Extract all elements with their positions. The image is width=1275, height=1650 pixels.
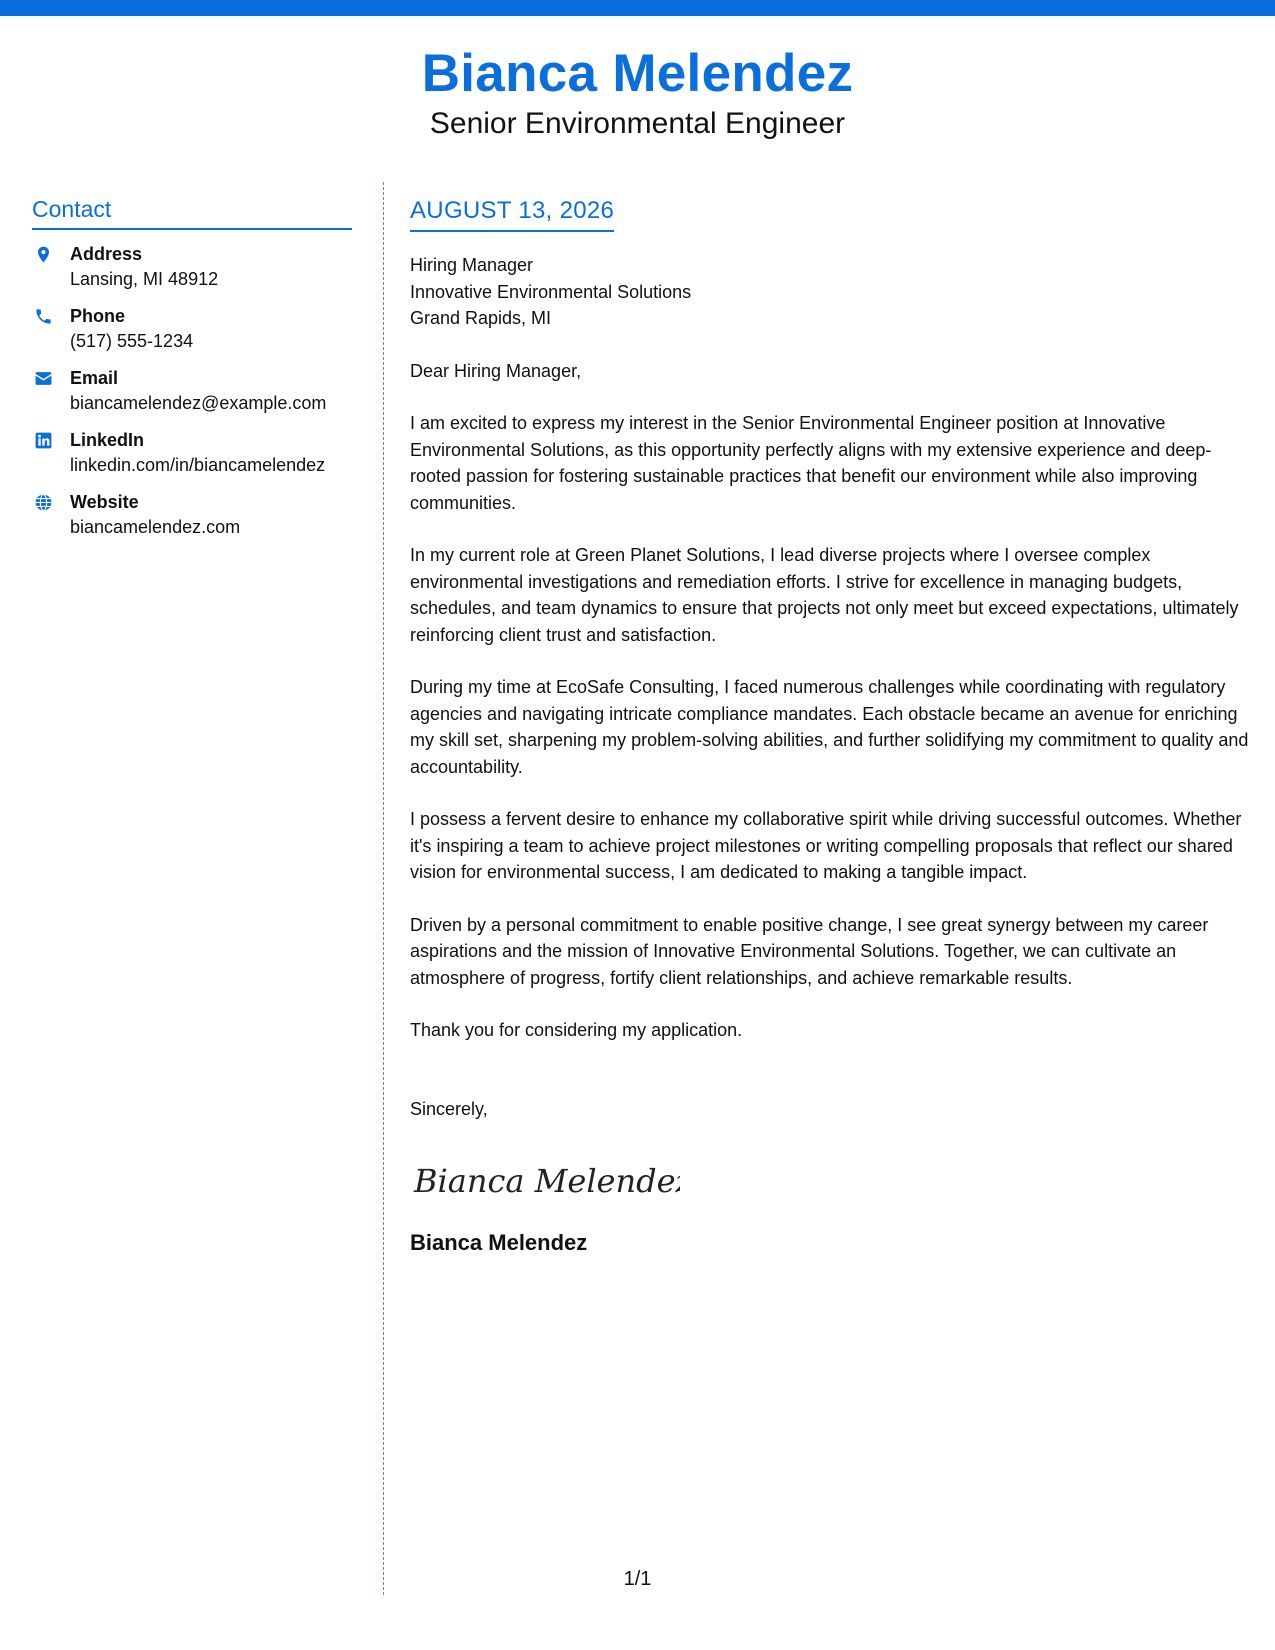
phone-icon: [32, 305, 54, 327]
column-divider: [383, 182, 384, 1595]
handwritten-signature: [410, 1156, 1250, 1206]
envelope-icon: [32, 367, 54, 389]
contact-heading: Contact: [32, 194, 352, 230]
contact-text: [70, 490, 240, 540]
letter-body: [410, 196, 1250, 1258]
contact-value: biancamelendez@example.com: [70, 393, 327, 413]
contact-label: Email: [70, 368, 119, 388]
contact-value: biancamelendez.com: [70, 517, 241, 537]
recipient-block: [410, 252, 1250, 332]
contact-sidebar: [32, 194, 352, 552]
body-paragraph: Driven by a personal commitment to enable positive change, I see great synergy between my career aspirations and the mission of Innovative Environmental Solutions. Together, we can cultivate an atmosphere of progress, fortify client relationships, and achieve remarkable results.: [410, 914, 1209, 988]
contact-value: Lansing, MI 48912: [70, 269, 219, 289]
recipient-line: Grand Rapids, MI: [410, 308, 552, 328]
recipient-line: Innovative Environmental Solutions: [410, 281, 692, 302]
contact-text: [70, 304, 193, 354]
letter-date: AUGUST 13, 2026: [410, 196, 614, 232]
contact-item-linkedin: [32, 428, 352, 478]
contact-label: Address: [70, 244, 143, 264]
closing: Sincerely,: [410, 1098, 488, 1119]
greeting: Dear Hiring Manager,: [410, 360, 582, 381]
body-paragraph: I am excited to express my interest in the Senior Environmental Engineer position at Innovative Environmental Solutions, as this opportunity perfectly aligns with my extensive experience and deep-rooted passion for fostering sustainable practices that benefit our environment while also improving communities.: [410, 413, 1212, 513]
linkedin-icon: [32, 429, 54, 451]
contact-item-address: [32, 242, 352, 292]
letter-header: [0, 42, 1275, 144]
signer-name: Bianca Melendez: [410, 1230, 588, 1255]
applicant-title: Senior Environmental Engineer: [429, 107, 846, 140]
body-paragraph: During my time at EcoSafe Consulting, I faced numerous challenges while coordinating with regulatory agencies and navigating intricate compliance mandates. Each obstacle became an avenue for enriching my skill set, sharpening my problem-solving abilities, and further solidifying my commitment to quality and accountability.: [410, 677, 1249, 777]
contact-item-phone: [32, 304, 352, 354]
page-number: 1/1: [623, 1568, 652, 1590]
recipient-line: Hiring Manager: [410, 255, 534, 275]
contact-value: linkedin.com/in/biancamelendez: [70, 455, 326, 475]
contact-text: [70, 366, 326, 416]
globe-icon: [32, 491, 54, 513]
contact-text: [70, 428, 325, 478]
contact-label: Phone: [70, 306, 126, 326]
applicant-name: Bianca Melendez: [421, 44, 854, 103]
contact-value: (517) 555-1234: [70, 331, 194, 351]
contact-list: [32, 242, 352, 540]
contact-text: [70, 242, 218, 292]
contact-item-email: [32, 366, 352, 416]
body-paragraph: I possess a fervent desire to enhance my collaborative spirit while driving successful outcomes. Whether it's inspiring a team to achieve project milestones or writing compelling proposals that reflect our shared vision for environmental success, I am dedicated to making a tangible impact.: [410, 809, 1242, 882]
contact-item-website: [32, 490, 352, 540]
body-paragraph: In my current role at Green Planet Solutions, I lead diverse projects where I oversee complex environmental investigations and remediation efforts. I strive for excellence in managing budgets, schedules, and team dynamics to ensure that projects not only meet but exceed expectations, ultimately reinforcing client trust and satisfaction.: [410, 545, 1239, 645]
body-paragraph: Thank you for considering my application.: [410, 1020, 743, 1040]
contact-label: LinkedIn: [70, 430, 145, 450]
map-pin-icon: [32, 243, 54, 265]
contact-label: Website: [70, 492, 139, 512]
top-accent-bar: [0, 0, 1275, 16]
svg-text:Bianca Melendez: Bianca Melendez: [414, 1162, 680, 1200]
